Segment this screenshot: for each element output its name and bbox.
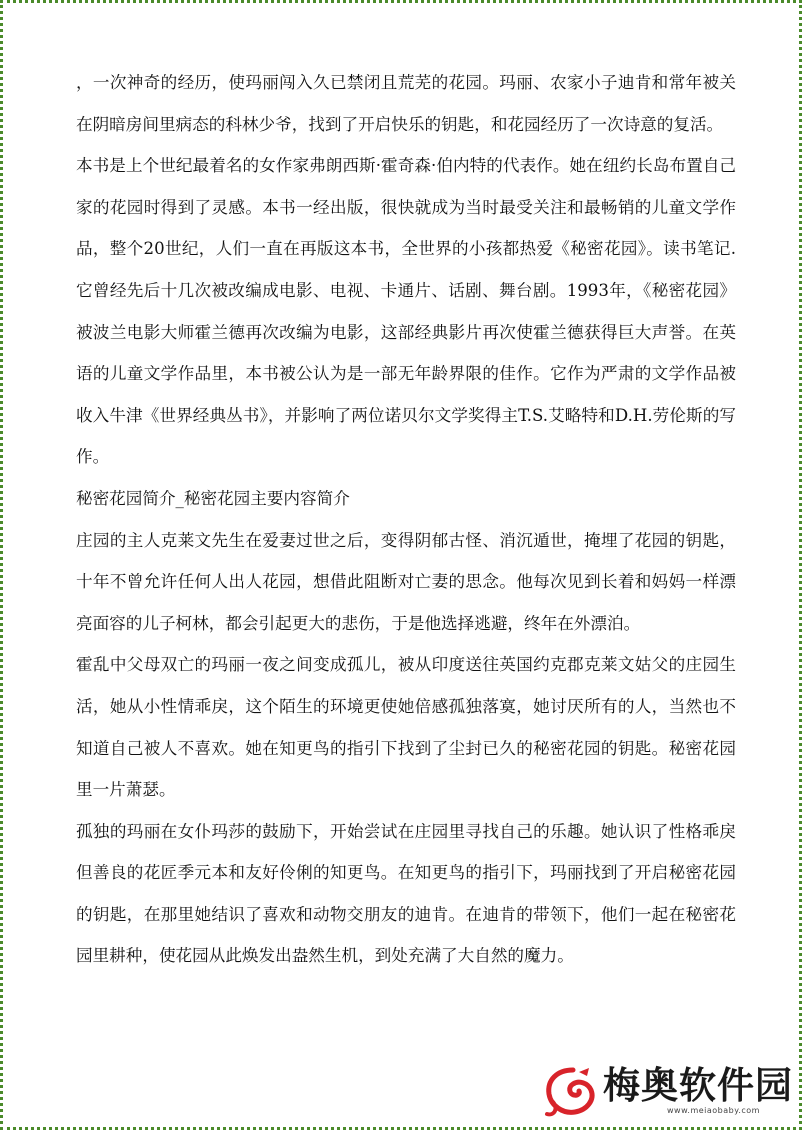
- watermark-name: 梅奥软件园: [603, 1064, 793, 1107]
- paragraph-garden: 孤独的玛丽在女仆玛莎的鼓励下，开始尝试在庄园里寻找自己的乐趣。她认识了性格乖戾但善良的花匠季元本和友好伶俐的知更鸟。在知更鸟的指引下，玛丽找到了开启秘密花园的钥匙，在那里她结识了喜欢和动物交朋友的迪肯。在迪肯的带领下，他们一起在秘密花园里耕种，使花园从此焕发出盎然生机，到处充满了大自然的魔力。: [76, 821, 736, 966]
- watermark-url: www.meiaobaby.com: [667, 1106, 760, 1115]
- dragon-logo-icon: [543, 1066, 603, 1118]
- section-heading: 秘密花园简介_秘密花园主要内容简介: [76, 488, 350, 508]
- document-body: [76, 62, 736, 977]
- watermark: [543, 1062, 795, 1122]
- paragraph-intro: ，一次神奇的经历，使玛丽闯入久已禁闭且荒芜的花园。玛丽、农家小子迪肯和常年被关在阴暗房间里病态的科林少爷，找到了开启快乐的钥匙，和花园经历了一次诗意的复活。: [76, 73, 736, 134]
- paragraph-estate: 庄园的主人克莱文先生在爱妻过世之后，变得阴郁古怪、消沉遁世，掩埋了花园的钥匙，十年不曾允许任何人出人花园，想借此阻断对亡妻的思念。他每次见到长着和妈妈一样漂亮面容的儿子柯林，都会引起更大的悲伤，于是他选择逃避，终年在外漂泊。: [76, 530, 736, 633]
- paragraph-author: 本书是上个世纪最着名的女作家弗朗西斯·霍奇森·伯内特的代表作。她在纽约长岛布置自己家的花园时得到了灵感。本书一经出版，很快就成为当时最受关注和最畅销的儿童文学作品，整个20世纪，人们一直在再版这本书，全世界的小孩都热爱《秘密花园》。读书笔记.它曾经先后十几次被改编成电影、电视、卡通片、话剧、舞台剧。1993年，《秘密花园》被波兰电影大师霍兰德再次改编为电影，这部经典影片再次使霍兰德获得巨大声誉。在英语的儿童文学作品里，本书被公认为是一部无年龄界限的佳作。它作为严肃的文学作品被收入牛津《世界经典丛书》，并影响了两位诺贝尔文学奖得主T.S.艾略特和D.H.劳伦斯的写作。: [76, 156, 736, 467]
- paragraph-mary: 霍乱中父母双亡的玛丽一夜之间变成孤儿，被从印度送往英国约克郡克莱文姑父的庄园生活，她从小性情乖戾，这个陌生的环境更使她倍感孤独落寞，她讨厌所有的人，当然也不知道自己被人不喜欢。她在知更鸟的指引下找到了尘封已久的秘密花园的钥匙。秘密花园里一片萧瑟。: [76, 655, 736, 800]
- document-page: [8, 8, 794, 1122]
